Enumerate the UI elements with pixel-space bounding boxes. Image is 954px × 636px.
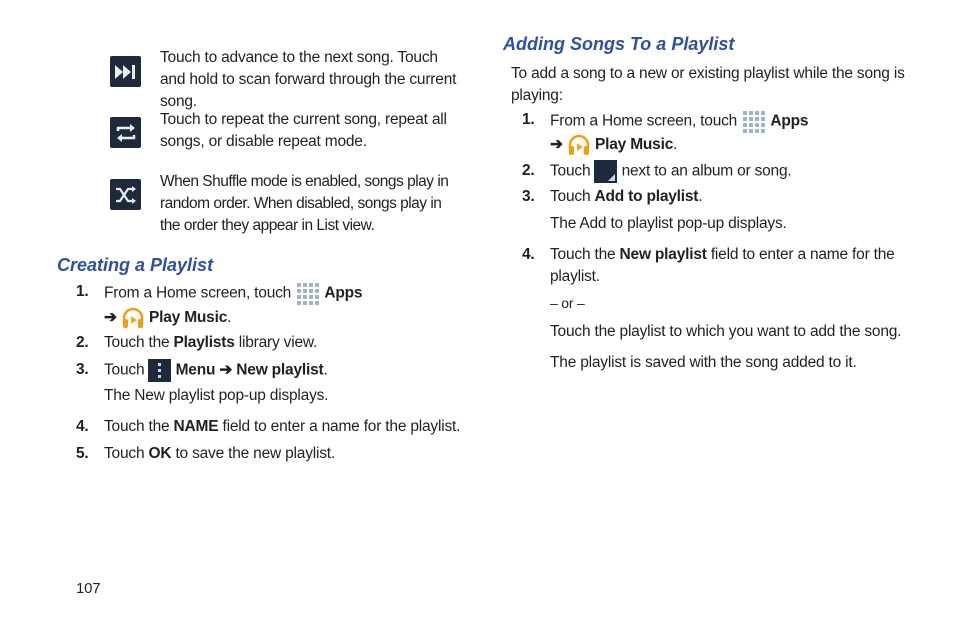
step-number: 3. — [76, 361, 89, 378]
right-step-1: From a Home screen, touch Apps — [550, 109, 808, 134]
repeat-description: Touch to repeat the current song, repeat all songs, or disable repeat mode. — [160, 111, 447, 150]
shuffle-icon — [110, 179, 141, 210]
repeat-icon — [110, 117, 141, 148]
step-number: 1. — [76, 283, 89, 300]
adding-songs-heading: Adding Songs To a Playlist — [503, 34, 735, 54]
left-step-1: From a Home screen, touch Apps — [104, 281, 434, 306]
or-divider: – or – — [550, 295, 585, 311]
step-number: 3. — [522, 188, 535, 205]
right-step-3: Touch Add to playlist. — [550, 188, 703, 205]
page-number: 107 — [76, 580, 101, 597]
fast-forward-description: Touch to advance to the next song. Touch and hold to scan forward through the current song. — [160, 49, 457, 110]
right-step-3-note: The Add to playlist pop-up displays. — [550, 215, 787, 232]
context-menu-corner-icon — [594, 160, 617, 183]
apps-grid-icon — [295, 281, 320, 306]
creating-playlist-heading: Creating a Playlist — [57, 255, 214, 275]
left-step-2: Touch the Playlists library view. — [104, 334, 318, 351]
shuffle-description: When Shuffle mode is enabled, songs play in random order. When disabled, songs play in the order they appear in List view. — [160, 173, 449, 234]
left-step-1-cont: ➔ Play Music. — [104, 306, 231, 330]
right-step-2: Touch next to an album or song. — [550, 160, 792, 183]
step-number: 2. — [522, 162, 535, 179]
play-music-headphones-icon — [121, 306, 145, 330]
left-step-5: Touch OK to save the new playlist. — [104, 445, 336, 462]
step-number: 5. — [76, 445, 89, 462]
step-number: 2. — [76, 334, 89, 351]
apps-grid-icon — [741, 109, 766, 134]
menu-icon — [148, 359, 171, 382]
left-step-4: Touch the NAME field to enter a name for the playlist. — [104, 418, 461, 435]
right-intro: To add a song to a new or existing playlist while the song is playing: — [511, 65, 905, 104]
right-step-4: Touch the New playlist field to enter a name for the playlist. — [550, 246, 895, 285]
right-step-1-cont: ➔ Play Music. — [550, 133, 677, 157]
fast-forward-icon — [110, 56, 141, 87]
right-step-4-result: The playlist is saved with the song added to it. — [550, 354, 857, 371]
step-number: 1. — [522, 111, 535, 128]
left-step-3: Touch Menu ➔ New playlist. — [104, 359, 328, 382]
left-step-3-note: The New playlist pop-up displays. — [104, 387, 329, 404]
play-music-headphones-icon — [567, 133, 591, 157]
step-number: 4. — [76, 418, 89, 435]
step-number: 4. — [522, 246, 535, 263]
right-step-4-alt: Touch the playlist to which you want to add the song. — [550, 323, 902, 340]
